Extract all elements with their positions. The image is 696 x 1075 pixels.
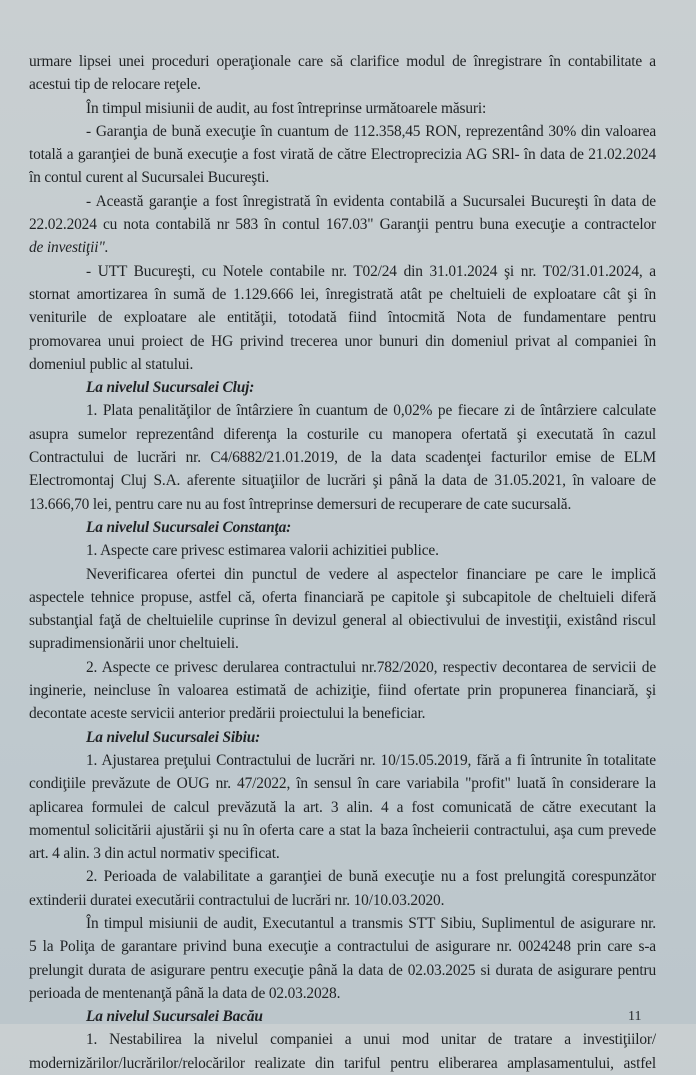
paragraph-sibiu-item-1 (29, 749, 656, 865)
text-line: urmare lipsei unei proceduri operaţionale care să clarifice modul de înregistrare în contabilitate a (29, 53, 656, 70)
text-line: 5 la Poliţa de garantare privind buna execuţie a contractului de asigurare nr. 0024248 prin care s-a (29, 938, 656, 956)
text-line: veniturile de exploatare ale entităţii, totodată fiind întocmită Nota de fundamentare pentru (29, 309, 656, 327)
text-line: momentul solicitării ajustării şi nu în oferta care a stat la baza încheierii contractului, aşa cum prevede (29, 821, 656, 839)
text-line: perioada de mentenanţă până la data de 02.03.2028. (29, 984, 341, 1002)
text-line: prelungit durata de asigurare pentru execuţie până la data de 02.03.2025 si durata de asigurare pentru (29, 961, 656, 979)
section-heading-cluj: La nivelul Sucursalei Cluj: (86, 379, 255, 397)
paragraph-garantie-inregistrata (29, 190, 656, 260)
text-line: 2. Aspecte ce privesc derularea contractului nr.782/2020, respectiv decontarea de servicii de (86, 658, 656, 676)
text-line: - Această garanţie a fost înregistrată în evidenta contabilă a Sucursalei Bucureşti în data de (86, 192, 656, 210)
text-line: 1. Plata penalităţilor de întârziere în cuantum de 0,02% pe fiecare zi de întârziere calculate (86, 402, 656, 420)
text-line: 13.666,70 lei, pentru care nu au fost întreprinse demersuri de recuperare de cate sucursală. (29, 495, 572, 513)
text-line: asupra sumelor reprezentând diferenţa la costurile cu manopera ofertată şi executată în cazul (29, 425, 656, 443)
paragraph-constanta-item-1 (29, 539, 656, 562)
text-line: de investiţii". (29, 239, 109, 257)
text-line: În timpul misiunii de audit, Executantul a transmis STT Sibiu, Suplimentul de asigurare nr. (86, 914, 656, 932)
paragraph-garantia-buna-executie (29, 120, 656, 190)
text-line: 1. Ajustarea preţului Contractului de lucrări nr. 10/15.05.2019, fără a fi întrunite în totalitate (86, 751, 656, 769)
text-line: decontate aceste servicii anterior predării proiectului la beneficiar. (29, 705, 426, 723)
text-line: stornat amortizarea în sumă de 1.129.666 lei, înregistrată atât pe cheltuieli de exploatare cât şi în (29, 285, 656, 303)
text-line: - Garanţia de bună execuţie în cuantum de 112.358,45 RON, reprezentând 30% din valoarea (86, 122, 656, 140)
text-line: promovarea unui proiect de HG privind trecerea unor bunuri din domeniul privat al companiei în (29, 332, 656, 350)
paragraph-cluj-penalitati (29, 399, 656, 515)
paragraph-sibiu-supliment (29, 912, 656, 1005)
text-line: acestui tip de relocare reţele. (29, 76, 201, 94)
text-line: 1. Aspecte care privesc estimarea valorii achizitiei publice. (86, 542, 439, 560)
page-number: 11 (628, 1009, 642, 1024)
text-line: 22.02.2024 cu nota contabilă nr 583 în contul 167.03" Garanţii pentru buna execuţie a contractelor (29, 216, 656, 234)
text-line: art. 4 alin. 3 din actul normativ specificat. (29, 845, 280, 863)
text-line: aspectele tehnice propuse, astfel că, oferta financiară pe capitole şi subcapitole de cheltuieli diferă (29, 588, 656, 606)
text-line: extinderii duratei executării contractului de lucrări nr. 10/10.03.2020. (29, 891, 445, 909)
paragraph-utt-bucuresti (29, 260, 656, 376)
text-line: aplicarea formulei de calcul prevăzută la art. 3 alin. 4 a fost comunicată de către executant la (29, 798, 656, 816)
text-line: substanţial faţă de cheltuielile cuprinse în devizul general al obiectivului de investiţii, existând riscul (29, 612, 656, 630)
text-line: În timpul misiunii de audit, au fost întreprinse următoarele măsuri: (86, 99, 487, 117)
section-heading-sibiu: La nivelul Sucursalei Sibiu: (86, 728, 261, 746)
text-line: în contul curent al Sucursalei Bucureşti. (29, 169, 270, 187)
text-line: supradimensionării unor cheltuieli. (29, 635, 239, 653)
paragraph-bacau-item-1 (29, 1028, 656, 1075)
text-line: - UTT Bucureşti, cu Notele contabile nr. T02/24 din 31.01.2024 şi nr. T02/31.01.2024, a (86, 262, 656, 280)
text-line: condiţiile prevăzute de OUG nr. 47/2022, în sensul în care variabila "profit" luată în considerare la (29, 775, 656, 793)
text-line: Neverificarea ofertei din punctul de vedere al aspectelor financiare pe care le implică (86, 565, 656, 583)
text-line: inginerie, neincluse în valoarea estimată de achiziţie, fiind ofertate prin propunerea financiară, şi (29, 682, 656, 700)
paragraph-constanta-item-2 (29, 656, 656, 726)
section-heading-bacau: La nivelul Sucursalei Bacău (86, 1008, 263, 1026)
text-line: 2. Perioada de valabilitate a garanţiei de bună execuţie nu a fost prelungită corespunzător (86, 868, 656, 886)
text-line: Contractului de lucrări nr. C4/6882/21.01.2019, de la data scadenţei facturilor emise de ELM (29, 449, 656, 467)
paragraph-constanta-neverificarea (29, 563, 656, 656)
paragraph-relocare-intro (29, 50, 656, 97)
text-line: totală a garanţiei de bună execuţie a fost virată de către Electroprecizia AG SRl- în data de 21.02.2024 (29, 146, 656, 164)
text-line: modernizărilor/lucrărilor/relocărilor realizate din tariful pentru eliberarea amplasamentului, astfel (29, 1054, 656, 1072)
text-line: Electromontaj Cluj S.A. aferente situaţiilor de lucrări şi până la data de 31.05.2021, în valoare de (29, 472, 656, 490)
text-line: domeniul public al statului. (29, 355, 194, 373)
paragraph-masuri-intro (29, 97, 656, 120)
text-line: 1. Nestabilirea la nivelul companiei a unui mod unitar de tratare a investiţiilor/ (86, 1031, 656, 1049)
section-heading-constanta: La nivelul Sucursalei Constanţa: (86, 518, 292, 536)
paragraph-sibiu-item-2 (29, 865, 656, 912)
